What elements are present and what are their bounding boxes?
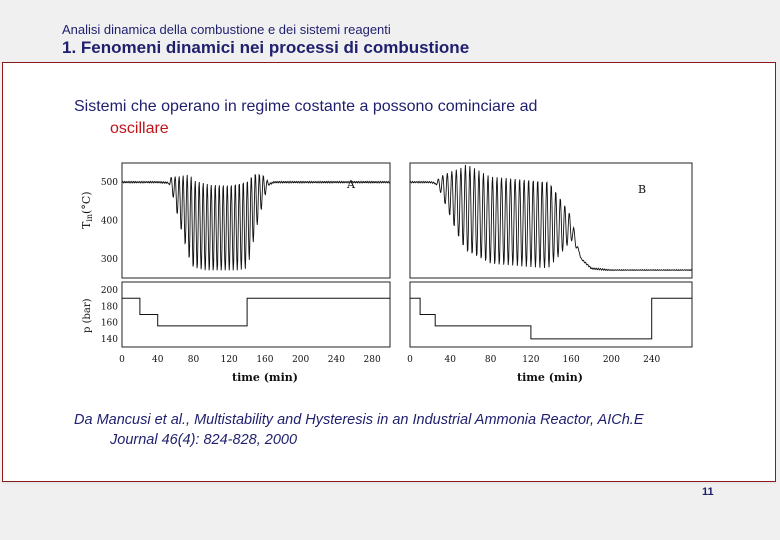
panel-b-label: B	[638, 183, 647, 196]
top-y-axis-label-main: T	[80, 221, 93, 229]
citation-line-2: Journal 46(4): 824-828, 2000	[110, 432, 298, 448]
panel-b-bottom-frame	[410, 282, 692, 347]
bottom-y-tick-label: 200	[100, 286, 118, 297]
x-tick-label: 200	[602, 355, 621, 365]
panel-a-label: A	[347, 178, 355, 191]
top-y-axis-label	[80, 191, 94, 229]
slide-header	[0, 0, 780, 62]
panel-b-x-ticks	[407, 355, 660, 365]
panel-a-pressure-line	[122, 298, 390, 326]
panel-b-pressure-line	[410, 298, 692, 339]
top-y-ticks	[101, 178, 118, 265]
slide-title: 1. Fenomeni dinamici nei processi di combustione	[62, 38, 470, 57]
x-tick-label: 0	[119, 355, 125, 365]
top-y-tick-label: 400	[100, 216, 118, 227]
x-tick-label: 120	[522, 355, 540, 365]
top-y-tick-label: 500	[100, 178, 118, 189]
panel-a	[122, 163, 390, 347]
footer-divider	[2, 482, 776, 484]
panel-b-x-axis-label: time (min)	[517, 371, 583, 384]
x-tick-label: 80	[187, 355, 200, 365]
page-number: 11	[702, 486, 714, 498]
x-tick-label: 200	[292, 355, 310, 365]
body-line: Sistemi che operano in regime costante a possono cominciare ad	[74, 98, 538, 115]
slide-subtitle: Analisi dinamica della combustione e dei sistemi reagenti	[62, 22, 391, 37]
citation-line-1: Da Mancusi et al., Multistability and Hysteresis in an Industrial Ammonia Reactor, AICh.E	[74, 412, 644, 428]
x-tick-label: 280	[363, 355, 381, 365]
x-tick-label: 240	[643, 355, 661, 365]
x-tick-label: 240	[327, 355, 345, 365]
bottom-y-tick-label: 160	[100, 318, 118, 329]
panel-a-x-axis-label: time (min)	[232, 371, 298, 384]
x-tick-label: 80	[484, 355, 497, 365]
top-y-axis-label-unit: (°C)	[80, 191, 93, 214]
panel-b-temperature-line	[410, 165, 692, 270]
body-highlight: oscillare	[110, 120, 169, 137]
x-tick-label: 160	[562, 355, 580, 365]
panel-b	[410, 163, 692, 347]
bottom-y-axis-label: p (bar)	[82, 298, 93, 333]
oscillation-figure	[72, 155, 712, 390]
x-tick-label: 160	[256, 355, 274, 365]
x-tick-label: 120	[220, 355, 238, 365]
bottom-y-ticks	[101, 286, 118, 345]
panel-a-bottom-frame	[122, 282, 390, 347]
bottom-y-tick-label: 180	[100, 302, 118, 313]
top-y-tick-label: 300	[100, 254, 118, 265]
body-paragraph	[74, 96, 712, 140]
figure-svg	[72, 155, 712, 390]
x-tick-label: 0	[407, 355, 413, 365]
panel-a-x-ticks	[119, 355, 381, 365]
x-tick-label: 40	[152, 355, 164, 365]
bottom-y-tick-label: 140	[100, 334, 118, 345]
top-y-axis-label-sub: in	[85, 213, 94, 222]
citation	[74, 410, 724, 450]
x-tick-label: 40	[444, 355, 457, 365]
